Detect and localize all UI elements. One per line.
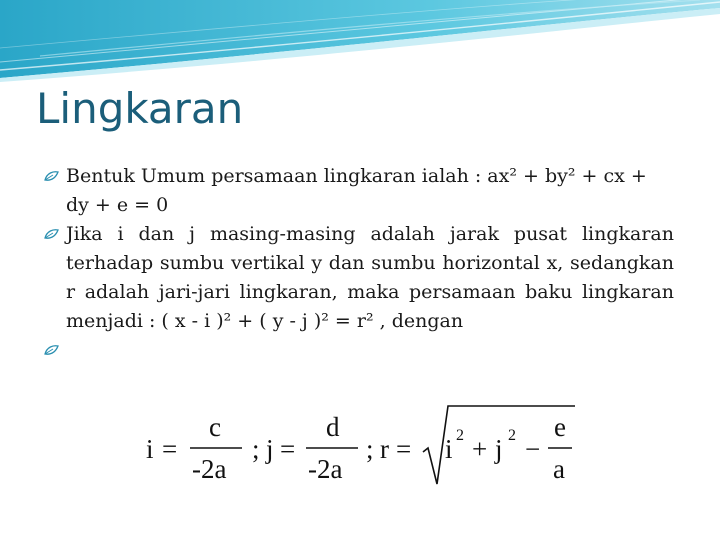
formula-equals: = — [280, 434, 296, 464]
formula-plus: + — [472, 434, 488, 464]
formula-image — [140, 400, 580, 490]
bullet-text: Jika i dan j masing-masing adalah jarak pusat lingkaran terhadap sumbu vertikal y dan sumbu horizontal x, sedangkan r adalah jari-jari lingkaran, maka persamaan baku lingkaran menjadi : ( x - i )² + ( y - j )² = r² , dengan — [66, 223, 674, 332]
formula-separator: ; — [366, 434, 374, 464]
formula-sq: 2 — [508, 427, 516, 444]
formula-equals: = — [396, 434, 412, 464]
leaf-icon — [44, 228, 59, 241]
bullet-list — [44, 162, 674, 365]
formula-i-var: i — [146, 434, 154, 464]
formula-j-var: j — [266, 434, 274, 464]
formula-r-var: r — [380, 434, 389, 464]
formula-d: d — [326, 412, 340, 442]
formula-equals: = — [162, 434, 178, 464]
list-item-empty — [44, 336, 674, 365]
leaf-icon — [44, 170, 59, 183]
bullet-text: Bentuk Umum persamaan lingkaran ialah : ax² + by² + cx + dy + e = 0 — [66, 165, 647, 216]
formula-c: c — [209, 412, 221, 442]
formula-two-a: -2a — [308, 454, 343, 484]
formula-a: a — [553, 454, 565, 484]
list-item — [44, 220, 674, 336]
formula-i-base: i — [445, 434, 453, 464]
leaf-icon — [44, 344, 59, 357]
formula-sq: 2 — [456, 427, 464, 444]
formula-separator: ; — [252, 434, 260, 464]
formula-e: e — [554, 412, 566, 442]
formula-two-a: -2a — [192, 454, 227, 484]
list-item — [44, 162, 674, 220]
formula-minus: − — [525, 434, 541, 464]
header-banner — [0, 0, 720, 82]
formula-j-base: j — [495, 434, 503, 464]
slide-title: Lingkaran — [36, 84, 244, 133]
